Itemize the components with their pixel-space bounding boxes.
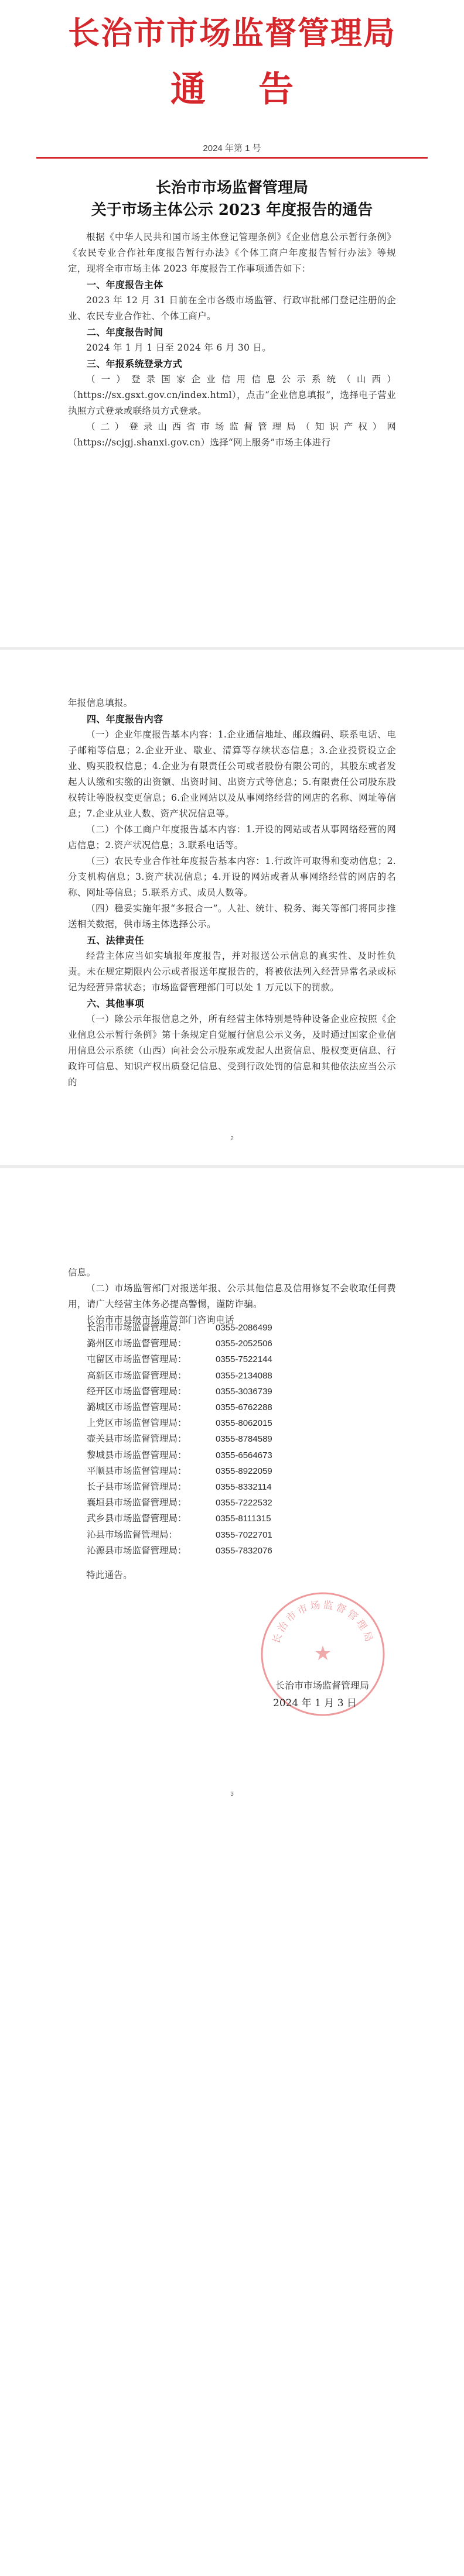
page-number: 3 (230, 1791, 234, 1798)
section-heading: 二、年度报告时间 (87, 327, 163, 338)
department-name: 经开区市场监督管理局： (87, 1385, 187, 1397)
phone-number: 0355-8922059 (216, 1466, 272, 1476)
section-heading: 三、年报系统登录方式 (87, 358, 183, 369)
seal-text: 长治市市场监督管理局 (270, 1599, 376, 1646)
phone-number: 0355-2134088 (216, 1370, 272, 1381)
department-name: 长治市市场监督管理局： (87, 1322, 187, 1333)
page-1-body (68, 229, 396, 451)
phone-number: 0355-6762288 (216, 1402, 272, 1413)
phone-number: 0355-3036739 (216, 1386, 272, 1397)
section-heading: 六、其他事项 (87, 998, 144, 1009)
section-heading: 四、年度报告内容 (87, 714, 163, 725)
department-name: 沁县市场监督管理局： (87, 1529, 178, 1540)
document-page-1 (0, 0, 464, 647)
body-paragraph: 长治市市县级市场监管部门咨询电话 (86, 1315, 234, 1325)
department-name: 上党区市场监督管理局： (87, 1418, 187, 1429)
document-page-2 (0, 650, 464, 1165)
section-heading: 五、法律责任 (87, 935, 144, 946)
department-name: 长子县市场监督管理局： (87, 1481, 187, 1493)
svg-text:★: ★ (313, 1642, 332, 1665)
contact-row (87, 1368, 272, 1384)
closing-statement (68, 1567, 396, 1583)
notice-header: 通告 (170, 69, 346, 110)
department-name: 潞城区市场监督管理局： (87, 1402, 187, 1413)
section-heading: 一、年度报告主体 (87, 279, 163, 290)
body-paragraph: （二）市场监管部门对报送年报、公示其他信息及信用修复不会收取任何费用，请广大经营主体务必提高警惕，谨防诈骗。 (68, 1283, 396, 1309)
body-paragraph: （二）个体工商户年度报告基本内容：1.开设的网站或者从事网络经营的网店信息；2.资产状况信息；3.联系电话等。 (68, 824, 396, 850)
contact-row (87, 1415, 272, 1431)
contact-row (87, 1448, 272, 1463)
phone-number: 0355-7222532 (216, 1498, 272, 1508)
phone-number: 0355-8332114 (216, 1482, 272, 1493)
body-paragraph: （四）稳妥实施年报“多报合一”。人社、统计、税务、海关等部门将同步推送相关数据，供市场主体选择公示。 (68, 903, 396, 929)
continued-paragraph: 年报信息填报。 (68, 698, 133, 708)
contact-row (87, 1336, 272, 1352)
phone-number: 0355-8111315 (216, 1514, 271, 1524)
phone-number: 0355-6564673 (216, 1450, 272, 1460)
contact-row (87, 1511, 272, 1527)
body-paragraph: （一）企业年度报告基本内容：1.企业通信地址、邮政编码、联系电话、电子邮箱等信息；2.企业开业、歇业、清算等存续状态信息；3.企业投资设立企业、购买股权信息；4.企业为有限责任公司或者股份有限公司的，其股东或者发起人认缴和实缴的出资额、出资时间、出资方式等信息；5.有限责任公司股东股权转让等股权变更信息；6.企业网站以及从事网络经营的网店的名称、网址等信息；7.企业从业人数、资产状况信息等。 (68, 729, 396, 819)
red-divider-line (36, 157, 428, 159)
document-title-line-2: 关于市场主体公示 2023 年度报告的通告 (91, 201, 373, 219)
page-number: 2 (230, 1136, 234, 1142)
contact-phone-list (87, 1320, 272, 1559)
department-name: 壶关县市场监督管理局： (87, 1433, 187, 1445)
department-name: 武乡县市场监督管理局： (87, 1513, 187, 1524)
body-paragraph: （二）登录山西省市场监督管理局（知识产权）网（https://scjgj.shanxi.gov.cn）选择“网上服务”市场主体进行 (68, 421, 396, 448)
signature-organization: 长治市市场监督管理局 (275, 1680, 370, 1691)
phone-number: 0355-2086499 (216, 1323, 272, 1333)
contact-row (87, 1384, 272, 1400)
contact-row (87, 1495, 272, 1511)
contact-row (87, 1527, 272, 1543)
department-name: 高新区市场监督管理局： (87, 1370, 187, 1381)
department-name: 平顺县市场监督管理局： (87, 1465, 187, 1476)
contact-row (87, 1463, 272, 1479)
phone-number: 0355-7832076 (216, 1545, 272, 1556)
contact-row (87, 1479, 272, 1495)
issuing-agency-header: 长治市市场监督管理局 (68, 14, 396, 52)
body-paragraph: （三）农民专业合作社年度报告基本内容：1.行政许可取得和变动信息；2.分支机构信息；3.资产状况信息；4.开设的网站或者从事网络经营的网店的名称、网址等信息；5.联系方式、成员人数等。 (68, 856, 396, 898)
body-paragraph: （一）除公示年报信息之外，所有经营主体特别是特种设备企业应按照《企业信息公示暂行条例》第十条规定自觉履行信息公示义务，及时通过国家企业信用信息公示系统（山西）向社会公示股东或发起人出资信息、股权变更信息、行政许可信息、知识产权出质登记信息、受到行政处罚的信息和其他依法应当公示的 (68, 1014, 396, 1088)
contact-row (87, 1320, 272, 1336)
document-number: 2024 年第 1 号 (203, 143, 261, 153)
body-paragraph: 2024 年 1 月 1 日至 2024 年 6 月 30 日。 (86, 342, 271, 353)
phone-number: 0355-8062015 (216, 1418, 272, 1429)
phone-number: 0355-7022701 (216, 1529, 272, 1540)
contact-row (87, 1543, 272, 1559)
department-name: 沁源县市场监督管理局： (87, 1545, 187, 1556)
department-name: 黎城县市场监督管理局： (87, 1449, 187, 1460)
contact-row (87, 1431, 272, 1447)
department-name: 襄垣县市场监督管理局： (87, 1497, 187, 1508)
page-2-body (68, 695, 396, 1090)
body-paragraph: 2023 年 12 月 31 日前在全市各级市场监管、行政审批部门登记注册的企业、农民专业合作社、个体工商户。 (68, 295, 396, 321)
department-name: 屯留区市场监督管理局： (87, 1354, 187, 1365)
document-page-3 (0, 1168, 464, 2576)
phone-number: 0355-2052506 (216, 1339, 272, 1349)
phone-number: 0355-7522144 (216, 1354, 272, 1365)
closing-text: 特此通告。 (86, 1570, 133, 1580)
contact-row (87, 1352, 272, 1367)
phone-number: 0355-8784589 (216, 1434, 272, 1445)
signature-date: 2024 年 1 月 3 日 (273, 1697, 357, 1709)
continued-paragraph: 信息。 (68, 1267, 96, 1278)
body-paragraph: （一）登录国家企业信用信息公示系统（山西）（https://sx.gsxt.gov.cn/index.html），点击“企业信息填报”，选择电子营业执照方式登录或联络员方式登录。 (68, 374, 396, 416)
body-paragraph: 经营主体应当如实填报年度报告，并对报送公示信息的真实性、及时性负责。未在规定期限内公示或者报送年度报告的，将被依法列入经营异常名录或标记为经营异常状态；市场监督管理部门可以处 1 万元以下的罚款。 (68, 951, 396, 993)
department-name: 潞州区市场监督管理局： (87, 1338, 187, 1349)
contact-row (87, 1400, 272, 1415)
body-paragraph: 根据《中华人民共和国市场主体登记管理条例》《企业信息公示暂行条例》《农民专业合作社年度报告暂行办法》《个体工商户年度报告暂行办法》等规定，现将全市市场主体 2023 年度报告工作事项通告如下： (68, 232, 396, 274)
document-title-line-1: 长治市市场监督管理局 (155, 179, 308, 197)
page-3-body (68, 1265, 396, 1328)
